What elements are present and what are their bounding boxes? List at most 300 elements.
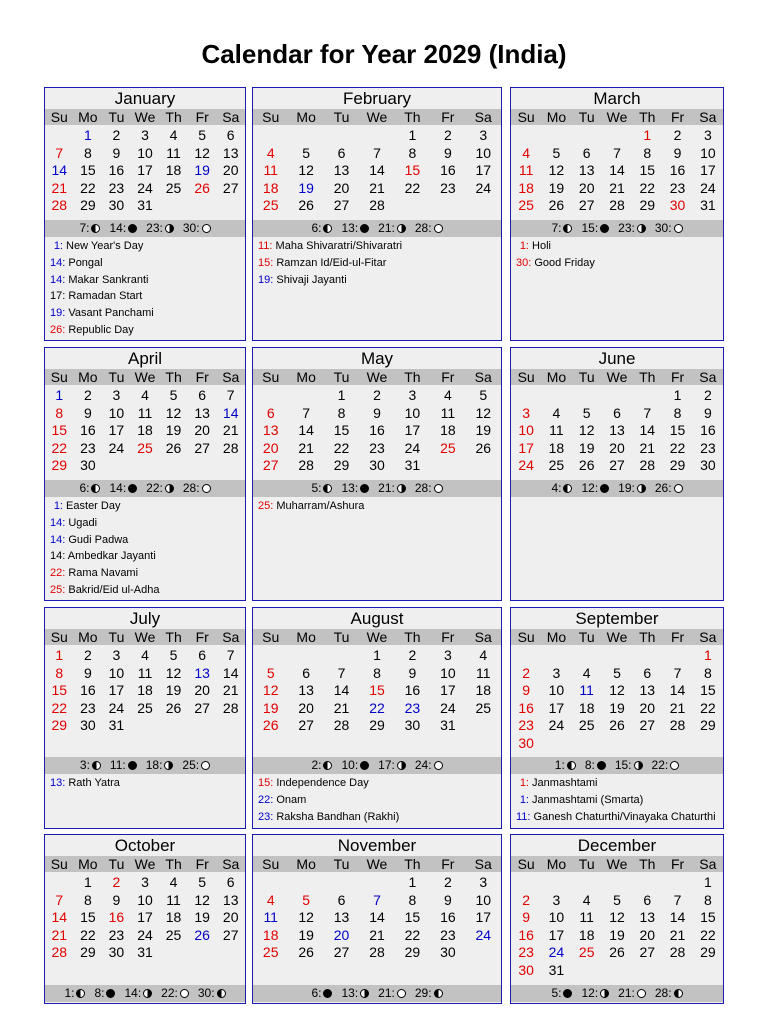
day-grid [45, 387, 245, 475]
day-cell: 8 [373, 664, 381, 681]
day-cell: 27 [333, 197, 350, 213]
moon-new-icon [360, 761, 369, 770]
month-june [510, 347, 724, 601]
day-cell: 31 [137, 944, 153, 960]
moon-phase [183, 480, 211, 497]
day-cell: 5 [479, 387, 488, 403]
day-cell: 23 [440, 179, 456, 196]
day-cell: 31 [440, 717, 456, 733]
weekday-label: Mo [78, 369, 98, 385]
weekday-label: Sa [474, 856, 492, 872]
day-cell: 24 [404, 439, 421, 456]
day-cell: 19 [194, 162, 210, 178]
holiday-list [45, 238, 245, 339]
moon-phase [555, 757, 576, 774]
moon-new-icon [600, 484, 609, 493]
day-cell: 4 [141, 647, 149, 663]
day-cell: 29 [80, 944, 96, 960]
weekday-label: We [134, 109, 156, 125]
month-name: September [575, 609, 659, 628]
weekday-label: Th [165, 109, 182, 125]
empty-cell [602, 874, 632, 892]
day-cell: 25 [137, 699, 153, 716]
day-cell: 23 [404, 699, 421, 716]
moon-lq-icon [434, 989, 443, 998]
moon-phase [581, 220, 609, 237]
day-cell: 7 [613, 144, 621, 161]
month-name: July [129, 609, 161, 628]
moon-phase-day: 14: [109, 481, 127, 495]
day-cell: 24 [108, 699, 125, 716]
day-cell: 17 [518, 439, 534, 456]
day-cell: 15 [404, 162, 421, 178]
moon-phase-day: 28: [654, 986, 672, 1000]
day-cell: 15 [404, 909, 421, 925]
moon-phase-day: 21: [378, 221, 395, 235]
weekday-label: Tu [333, 856, 350, 872]
weekday-label: Th [639, 629, 656, 645]
day-cell: 30 [80, 457, 96, 473]
day-cell: 9 [373, 404, 381, 421]
day-cell: 6 [613, 404, 621, 421]
moon-phase-day: 28: [414, 481, 432, 495]
empty-cell [288, 647, 323, 665]
day-cell: 19 [609, 926, 625, 943]
month-name: December [577, 836, 657, 855]
weekday-label: We [366, 629, 388, 645]
day-cell: 26 [262, 717, 279, 733]
day-cell: 15 [639, 162, 656, 178]
day-cell: 8 [83, 144, 92, 161]
day-cell: 1 [408, 127, 417, 143]
moon-lq-icon [563, 484, 572, 493]
day-cell: 14 [369, 909, 385, 925]
weekday-header [511, 109, 723, 125]
day-cell: 16 [700, 422, 716, 438]
moon-phase-day: 23: [146, 221, 163, 235]
day-cell: 30 [700, 457, 716, 473]
day-grid [511, 387, 723, 475]
weekday-label: Su [517, 109, 535, 125]
holiday-date: 14: [50, 533, 66, 546]
day-cell: 13 [262, 422, 279, 438]
day-cell: 4 [479, 647, 488, 663]
weekday-label: Fr [441, 629, 455, 645]
moon-phase [79, 480, 100, 497]
day-cell: 17 [475, 909, 492, 925]
weekday-label: Th [404, 369, 421, 385]
weekday-label: Tu [578, 856, 595, 872]
day-cell: 15 [51, 422, 68, 438]
day-cell: 15 [669, 422, 686, 438]
day-cell: 24 [475, 179, 492, 196]
day-cell: 17 [137, 162, 153, 178]
moon-lq-icon [674, 989, 683, 998]
day-cell: 10 [108, 404, 125, 421]
moon-full-icon [670, 761, 679, 770]
moon-phase [581, 985, 609, 1002]
day-cell: 2 [112, 127, 121, 143]
weekday-label: Fr [670, 369, 685, 385]
day-cell: 17 [108, 422, 125, 438]
day-cell: 16 [80, 682, 96, 698]
empty-cell [632, 874, 662, 892]
day-cell: 8 [673, 404, 682, 421]
day-cell: 27 [222, 926, 239, 943]
holiday-name: Ramadan Start [65, 290, 143, 303]
moon-new-icon [106, 989, 115, 998]
weekday-label: Su [50, 629, 68, 645]
weekday-label: We [606, 856, 628, 872]
day-cell: 28 [222, 439, 239, 456]
day-cell: 29 [369, 717, 385, 733]
weekday-label: Su [517, 629, 535, 645]
day-cell: 16 [80, 422, 96, 438]
holiday-name: Republic Day [65, 323, 134, 336]
day-cell: 14 [51, 909, 68, 925]
day-cell: 29 [700, 717, 716, 733]
day-cell: 2 [408, 647, 417, 663]
day-cell: 11 [549, 422, 564, 438]
holiday-item [511, 775, 723, 792]
day-cell: 21 [222, 682, 239, 698]
day-cell: 14 [369, 162, 385, 178]
moon-phase-day: 8: [94, 986, 105, 1000]
weekday-label: Fr [195, 109, 209, 125]
day-cell: 26 [609, 717, 625, 733]
day-cell: 28 [369, 197, 385, 213]
day-cell: 21 [369, 179, 385, 196]
day-cell: 12 [609, 909, 625, 925]
moon-phase [311, 757, 332, 774]
holiday-list [45, 775, 245, 792]
holiday-date: 11: [516, 810, 531, 823]
weekday-label: Fr [670, 109, 685, 125]
day-cell: 8 [408, 144, 417, 161]
day-cell: 13 [333, 162, 350, 178]
day-cell: 20 [262, 439, 279, 456]
empty-cell [572, 874, 602, 892]
day-cell: 5 [169, 387, 178, 403]
day-cell: 9 [443, 144, 452, 161]
day-cell: 13 [222, 144, 239, 161]
moon-phase [618, 985, 646, 1002]
day-cell: 9 [408, 664, 417, 681]
day-cell: 30 [369, 457, 385, 473]
moon-phase-day: 21: [618, 986, 635, 1000]
day-cell: 25 [262, 197, 279, 213]
moon-phase [183, 220, 211, 237]
moon-phase-day: 11: [109, 758, 126, 772]
day-cell: 24 [137, 179, 153, 196]
day-cell: 6 [198, 647, 207, 663]
day-cell: 25 [578, 944, 595, 960]
weekday-label: Mo [78, 629, 98, 645]
month-november [252, 834, 502, 1004]
day-cell: 3 [141, 874, 149, 890]
day-cell: 9 [522, 909, 531, 925]
day-cell: 25 [475, 699, 492, 716]
weekday-header [511, 369, 723, 385]
moon-fq-icon [143, 989, 152, 998]
moon-phase-bar [253, 757, 501, 774]
empty-cell [632, 647, 662, 665]
day-cell: 29 [80, 197, 96, 213]
weekday-label: Mo [546, 369, 567, 385]
day-cell: 17 [475, 162, 492, 178]
moon-lq-icon [567, 761, 576, 770]
moon-phase-bar [253, 480, 501, 497]
day-cell: 27 [194, 699, 210, 716]
day-cell: 1 [83, 874, 92, 890]
day-cell: 23 [700, 439, 716, 456]
holiday-name: Raksha Bandhan (Rakhi) [273, 810, 400, 823]
day-cell: 28 [369, 944, 385, 960]
day-cell: 30 [669, 197, 686, 213]
day-cell: 29 [700, 944, 716, 960]
day-cell: 13 [298, 682, 314, 698]
page-title: Calendar for Year 2029 (India) [201, 39, 567, 69]
day-cell: 20 [194, 422, 210, 438]
moon-phase-day: 7: [551, 221, 562, 235]
day-cell: 16 [404, 682, 421, 698]
month-january [44, 87, 246, 341]
moon-new-icon [128, 224, 137, 233]
weekday-label: Su [262, 109, 280, 125]
moon-full-icon [637, 989, 646, 998]
weekday-label: We [134, 856, 156, 872]
day-cell: 6 [582, 144, 591, 161]
moon-phase-day: 6: [79, 481, 90, 495]
moon-phase-bar [45, 985, 245, 1002]
weekday-header [45, 856, 245, 872]
day-cell: 18 [440, 422, 456, 438]
moon-phase-day: 15: [614, 758, 632, 772]
moon-phase-day: 22: [161, 986, 178, 1000]
day-cell: 7 [373, 144, 381, 161]
day-cell: 22 [700, 699, 716, 716]
holiday-name: Janmashtami [529, 777, 598, 789]
moon-full-icon [434, 484, 443, 493]
day-cell: 26 [475, 439, 492, 456]
day-cell: 5 [552, 144, 561, 161]
moon-fq-icon [600, 989, 609, 998]
moon-lq-icon [76, 989, 85, 998]
moon-phase-day: 26: [654, 481, 672, 495]
moon-full-icon [674, 224, 683, 233]
moon-phase [311, 220, 332, 237]
weekday-label: Sa [699, 109, 717, 125]
weekday-label: Mo [546, 109, 567, 125]
day-cell: 28 [51, 944, 68, 960]
moon-phase-bar [511, 757, 723, 774]
day-cell: 6 [226, 127, 235, 143]
moon-phase-day: 13: [341, 986, 359, 1000]
moon-phase [655, 480, 683, 497]
day-cell: 19 [194, 909, 210, 925]
day-cell: 24 [548, 717, 565, 733]
day-cell: 25 [548, 457, 565, 473]
day-cell: 29 [404, 944, 421, 960]
month-march [510, 87, 724, 341]
day-cell: 30 [108, 944, 125, 960]
moon-new-icon [323, 989, 332, 998]
day-cell: 19 [475, 422, 492, 438]
weekday-label: Su [517, 369, 535, 385]
day-cell: 2 [373, 387, 381, 403]
weekday-label: Sa [474, 629, 492, 645]
day-cell: 15 [369, 682, 385, 698]
day-cell: 18 [518, 179, 534, 196]
moon-phase-bar [511, 480, 723, 497]
holiday-name: Good Friday [531, 256, 595, 269]
day-cell: 8 [83, 891, 92, 908]
day-cell: 10 [440, 664, 456, 681]
moon-phase-day: 24: [414, 758, 432, 772]
moon-phase [64, 985, 85, 1002]
day-cell: 3 [479, 127, 488, 143]
moon-phase-day: 19: [618, 481, 635, 495]
empty-cell [511, 874, 541, 892]
day-cell: 15 [51, 682, 68, 698]
weekday-label: Th [404, 629, 421, 645]
day-cell: 11 [166, 891, 181, 908]
holiday-name: Bakrid/Eid ul-Adha [65, 583, 160, 596]
day-cell: 25 [578, 717, 595, 733]
moon-phase-bar [253, 220, 501, 237]
weekday-label: Tu [108, 369, 125, 385]
day-cell: 20 [333, 926, 350, 943]
moon-phase [110, 757, 137, 774]
day-cell: 3 [112, 647, 121, 663]
holiday-name: Ugadi [65, 516, 98, 529]
weekday-label: Su [262, 629, 280, 645]
weekday-label: Sa [222, 369, 240, 385]
day-cell: 18 [262, 926, 279, 943]
moon-phase-day: 5: [551, 986, 562, 1000]
day-cell: 26 [194, 926, 210, 943]
moon-new-icon [360, 484, 369, 493]
weekday-label: Sa [222, 109, 240, 125]
day-cell: 16 [518, 926, 534, 943]
holiday-date: 14: [50, 256, 66, 269]
empty-cell [288, 874, 323, 892]
empty-cell [572, 647, 602, 665]
empty-cell [359, 127, 394, 145]
empty-cell [288, 387, 323, 405]
month-name: January [114, 89, 176, 108]
holiday-item [45, 322, 245, 339]
moon-phase-day: 29: [414, 986, 432, 1000]
day-cell: 27 [639, 717, 656, 733]
holiday-list [45, 498, 245, 599]
empty-cell [632, 387, 662, 405]
moon-phase-day: 21: [378, 986, 395, 1000]
day-cell: 31 [137, 197, 153, 213]
empty-cell [662, 647, 692, 665]
empty-cell [253, 647, 288, 665]
day-cell: 2 [112, 874, 121, 890]
day-cell: 1 [408, 874, 417, 890]
moon-phase [551, 985, 572, 1002]
day-grid [253, 127, 501, 215]
holiday-item [253, 255, 501, 272]
month-december [510, 834, 724, 1004]
day-cell: 29 [669, 457, 686, 473]
holiday-name: Makar Sankranti [65, 273, 149, 286]
day-cell: 12 [165, 664, 182, 681]
moon-fq-icon [637, 484, 646, 493]
day-cell: 15 [80, 162, 96, 178]
day-cell: 7 [673, 664, 682, 681]
empty-cell [324, 874, 359, 892]
holiday-item [45, 255, 245, 272]
day-cell: 23 [80, 699, 96, 716]
moon-phase-bar [511, 220, 723, 237]
month-name: June [598, 349, 636, 368]
day-cell: 10 [548, 682, 565, 698]
day-cell: 30 [80, 717, 96, 733]
day-cell: 18 [578, 699, 595, 716]
day-cell: 30 [108, 197, 125, 213]
day-cell: 17 [108, 682, 125, 698]
day-cell: 29 [639, 197, 656, 213]
month-name: February [342, 89, 412, 108]
day-cell: 9 [112, 891, 121, 908]
holiday-name: Onam [273, 793, 307, 806]
day-cell: 13 [578, 162, 595, 178]
day-cell: 22 [51, 699, 68, 716]
day-cell: 11 [263, 162, 278, 178]
day-cell: 12 [578, 422, 595, 438]
moon-phase-day: 17: [378, 758, 395, 772]
moon-phase [146, 220, 174, 237]
day-cell: 21 [51, 179, 68, 196]
day-cell: 21 [669, 699, 686, 716]
day-cell: 3 [522, 404, 531, 421]
day-cell: 29 [51, 457, 68, 473]
day-cell: 19 [165, 422, 182, 438]
day-grid [45, 647, 245, 735]
weekday-header [253, 369, 501, 385]
moon-phase [341, 480, 369, 497]
day-cell: 14 [51, 162, 68, 178]
weekday-label: Su [50, 369, 68, 385]
day-cell: 11 [579, 909, 594, 925]
month-name: March [593, 89, 641, 108]
weekday-label: Fr [441, 109, 455, 125]
day-cell: 3 [443, 647, 452, 663]
day-cell: 22 [404, 179, 421, 196]
holiday-name: Ramzan Id/Eid-ul-Fitar [273, 256, 387, 269]
holiday-item [253, 792, 501, 809]
day-cell: 18 [137, 682, 153, 698]
day-cell: 28 [639, 457, 656, 473]
holiday-item [45, 775, 245, 792]
day-cell: 3 [112, 387, 121, 403]
moon-phase [581, 480, 609, 497]
day-cell: 20 [298, 699, 314, 716]
day-cell: 23 [108, 926, 125, 943]
moon-phase [378, 757, 406, 774]
day-cell: 16 [369, 422, 385, 438]
holiday-name: Easter Day [63, 500, 121, 512]
day-cell: 6 [643, 891, 652, 908]
holiday-date: 1: [53, 500, 63, 512]
holiday-item [511, 255, 723, 272]
holiday-list [511, 238, 723, 272]
holiday-name: Vasant Panchami [65, 307, 154, 320]
